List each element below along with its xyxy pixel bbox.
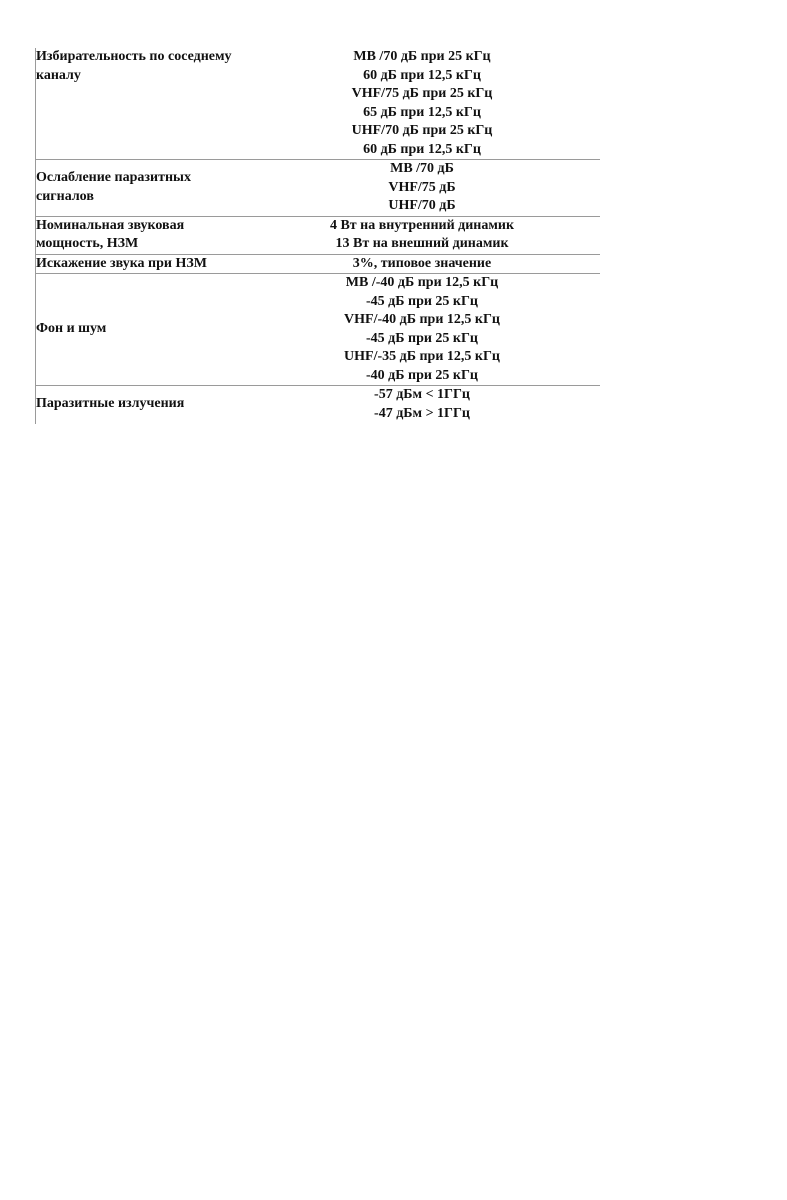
parameter-values xyxy=(243,274,600,386)
parameter-name: Фон и шум xyxy=(35,274,243,386)
value-line: -47 дБм > 1ГГц xyxy=(374,405,470,421)
value-line: -40 дБ при 25 кГц xyxy=(366,367,478,383)
parameter-values xyxy=(243,216,600,254)
parameter-name: Номинальная звуковая мощность, НЗМ xyxy=(35,216,243,254)
value-line: -57 дБм < 1ГГц xyxy=(374,387,470,402)
value-line: UHF/-35 дБ при 12,5 кГц xyxy=(344,349,500,364)
parameter-values xyxy=(243,48,600,160)
value-line: 13 Вт на внешний динамик xyxy=(335,236,509,251)
value-line: МВ /-40 дБ при 12,5 кГц xyxy=(345,275,499,290)
value-line: VHF/75 дБ xyxy=(388,179,456,195)
parameter-name: Искажение звука при НЗМ xyxy=(35,254,243,274)
parameter-values xyxy=(243,386,600,424)
parameter-name: Паразитные излучения xyxy=(35,386,243,424)
value-line: VHF/75 дБ при 25 кГц xyxy=(351,86,493,101)
value-line: 4 Вт на внутренний динамик xyxy=(329,217,515,233)
specifications-table xyxy=(35,48,600,423)
value-line: UHF/70 дБ при 25 кГц xyxy=(351,123,493,138)
table-row xyxy=(35,48,600,160)
value-line: VHF/-40 дБ при 12,5 кГц xyxy=(344,312,500,327)
parameter-values xyxy=(243,160,600,217)
value-line: -45 дБ при 25 кГц xyxy=(366,293,478,309)
value-line: UHF/70 дБ xyxy=(388,198,456,213)
value-line: 65 дБ при 12,5 кГц xyxy=(363,104,481,120)
table-row xyxy=(35,274,600,386)
table-row xyxy=(35,216,600,254)
value-line: 3%, типовое значение xyxy=(352,255,492,271)
value-line: 60 дБ при 12,5 кГц xyxy=(363,141,481,157)
table-row xyxy=(35,160,600,217)
value-line: -45 дБ при 25 кГц xyxy=(366,330,478,346)
parameter-values xyxy=(243,254,600,274)
value-line: МВ /70 дБ xyxy=(390,161,454,176)
parameter-name: Избирательность по соседнему каналу xyxy=(36,49,232,83)
table-row xyxy=(35,386,600,424)
table-row xyxy=(35,254,600,274)
value-line: МВ /70 дБ при 25 кГц xyxy=(353,49,491,64)
parameter-name: Ослабление паразитных сигналов xyxy=(35,160,243,217)
value-line: 60 дБ при 12,5 кГц xyxy=(363,67,481,83)
